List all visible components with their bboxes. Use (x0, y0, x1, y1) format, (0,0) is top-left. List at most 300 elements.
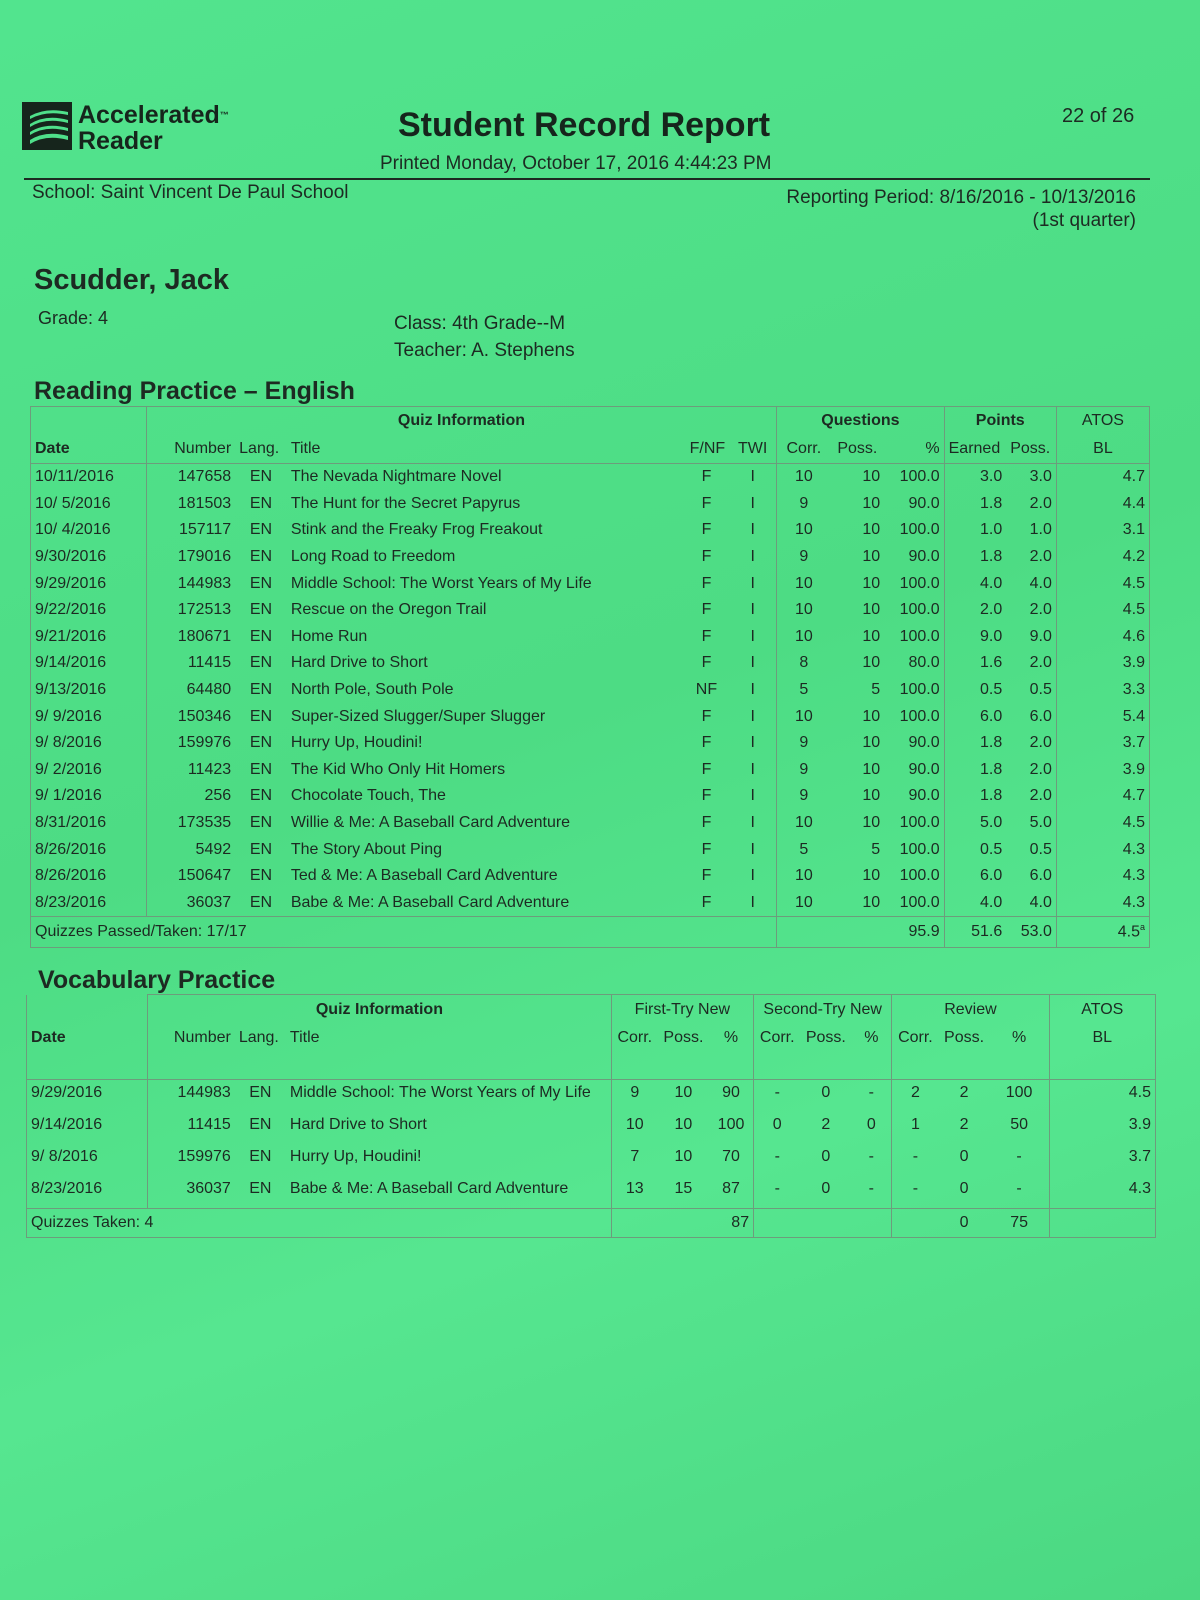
printed-timestamp: Printed Monday, October 17, 2016 4:44:23 PM (380, 153, 772, 174)
reading-cell-fnf: F (701, 654, 712, 672)
reporting-period-quarter: (1st quarter) (1032, 210, 1136, 231)
col-fnf: F/NF (684, 435, 729, 464)
reading-row (31, 650, 1150, 677)
reading-cell-fnf: F (701, 760, 712, 778)
vocab-cell-date: 9/ 8/2016 (31, 1148, 98, 1165)
reading-totals-row (31, 917, 1150, 948)
reading-cell-twi: I (750, 707, 755, 725)
reading-cell-fnf: F (701, 893, 712, 911)
reading-practice-table (30, 406, 1150, 948)
reading-cell-earned: 0.5 (944, 677, 1006, 704)
vocab-cell-first-pct: 100 (717, 1116, 745, 1133)
vocab-cell-first-corr: 13 (611, 1176, 658, 1209)
reading-cell-atos-bl: 4.5 (1056, 570, 1149, 597)
reading-cell-date: 8/31/2016 (35, 814, 107, 832)
reading-cell-points-poss: 9.0 (1029, 627, 1052, 645)
reading-cell-corr: 10 (777, 624, 831, 651)
reading-cell-poss: 10 (862, 760, 881, 778)
reading-row (31, 677, 1150, 704)
reading-cell-number: 180671 (146, 624, 235, 651)
reading-cell-atos-bl: 3.9 (1056, 757, 1149, 784)
vocab-cell-lang: EN (249, 1180, 272, 1197)
reading-cell-title: The Nevada Nightmare Novel (290, 468, 502, 486)
reading-cell-title: Home Run (290, 627, 368, 645)
col-pct: % (884, 435, 944, 464)
vocab-cell-lang: EN (249, 1116, 272, 1133)
reading-cell-lang: EN (249, 893, 273, 911)
vocab-cell-review-poss: 0 (959, 1148, 969, 1165)
reading-cell-corr: 10 (777, 517, 831, 544)
reading-cell-number: 157117 (146, 517, 235, 544)
reading-row (31, 703, 1150, 730)
first-col-pct: % (709, 1025, 754, 1080)
vocab-cell-second-poss: 2 (821, 1116, 831, 1133)
reading-cell-title: Hurry Up, Houdini! (290, 734, 423, 752)
vocab-cell-date: 9/14/2016 (31, 1116, 103, 1133)
reading-row (31, 597, 1150, 624)
reading-cell-pct: 100.0 (899, 681, 940, 699)
reading-cell-poss: 10 (862, 548, 881, 566)
reading-cell-earned: 0.5 (944, 836, 1006, 863)
reading-cell-fnf: F (701, 627, 712, 645)
reading-cell-twi: I (750, 840, 755, 858)
reading-cell-date: 9/ 8/2016 (35, 734, 102, 752)
reading-cell-points-poss: 2.0 (1029, 548, 1052, 566)
reading-cell-date: 8/23/2016 (35, 893, 107, 911)
atos-bl-footnote: a (1139, 922, 1145, 933)
col-poss: Poss. (830, 435, 884, 464)
reading-cell-lang: EN (249, 494, 273, 512)
reading-cell-lang: EN (249, 654, 273, 672)
vocab-cell-first-poss: 15 (674, 1180, 693, 1197)
reading-cell-earned: 1.8 (944, 544, 1006, 571)
reading-cell-poss: 10 (862, 654, 881, 672)
reading-cell-twi: I (750, 681, 755, 699)
reading-cell-pct: 100.0 (899, 601, 940, 619)
reading-cell-fnf: F (701, 494, 712, 512)
reading-cell-corr: 10 (777, 570, 831, 597)
reading-cell-title: Stink and the Freaky Frog Freakout (290, 521, 543, 539)
logo-trademark: ™ (219, 110, 229, 120)
reading-cell-poss: 10 (862, 893, 881, 911)
reading-cell-earned: 1.8 (944, 730, 1006, 757)
reading-cell-corr: 9 (777, 757, 831, 784)
reading-cell-fnf: F (701, 734, 712, 752)
col-corr: Corr. (777, 435, 831, 464)
reading-row (31, 757, 1150, 784)
reading-cell-atos-bl: 3.7 (1056, 730, 1149, 757)
reading-cell-date: 9/21/2016 (35, 627, 107, 645)
reading-row (31, 836, 1150, 863)
reporting-period-dates: Reporting Period: 8/16/2016 - 10/13/2016 (786, 187, 1136, 208)
reading-cell-earned: 6.0 (944, 703, 1006, 730)
col-number: Number (146, 435, 235, 464)
vocab-cell-second-pct: - (868, 1084, 874, 1101)
atos-header: ATOS (1056, 407, 1149, 436)
reading-row (31, 491, 1150, 518)
reading-cell-corr: 10 (777, 890, 831, 917)
reading-cell-pct: 100.0 (899, 814, 940, 832)
questions-header: Questions (777, 407, 944, 436)
student-grade: Grade: 4 (38, 308, 109, 328)
vocab-cell-review-corr: - (892, 1144, 939, 1176)
reading-cell-earned: 1.8 (944, 757, 1006, 784)
reading-cell-date: 10/11/2016 (35, 468, 114, 486)
reading-cell-number: 173535 (146, 810, 235, 837)
reading-cell-number: 5492 (146, 836, 235, 863)
page-number: 22 of 26 (1062, 105, 1135, 127)
vocab-cell-first-corr: 10 (611, 1112, 658, 1144)
reading-cell-lang: EN (249, 840, 273, 858)
reading-cell-points-poss: 3.0 (1029, 468, 1052, 486)
col-lang: Lang. (235, 435, 287, 464)
vocab-cell-review-corr: - (892, 1176, 939, 1209)
reading-cell-atos-bl: 4.5 (1056, 810, 1149, 837)
reading-cell-atos-bl: 4.7 (1056, 464, 1149, 491)
reading-cell-earned: 1.0 (944, 517, 1006, 544)
quiz-information-header: Quiz Information (146, 407, 776, 436)
reading-cell-number: 159976 (146, 730, 235, 757)
reading-cell-earned: 4.0 (944, 890, 1006, 917)
reading-cell-title: Rescue on the Oregon Trail (290, 601, 487, 619)
reading-cell-earned: 5.0 (944, 810, 1006, 837)
reading-cell-poss: 10 (862, 867, 881, 885)
vocab-col-number: Number (148, 1025, 235, 1080)
reading-row (31, 810, 1150, 837)
vocab-totals-row (27, 1209, 1156, 1238)
reading-cell-fnf: F (701, 601, 712, 619)
review-col-pct: % (990, 1025, 1050, 1080)
class-name: Class: 4th Grade--M (394, 313, 566, 334)
reading-cell-twi: I (750, 574, 755, 592)
reading-cell-number: 172513 (146, 597, 235, 624)
vocab-cell-lang: EN (249, 1148, 272, 1165)
reading-cell-fnf: F (701, 840, 712, 858)
total-percent: 95.9 (884, 917, 944, 948)
reading-cell-corr: 5 (777, 836, 831, 863)
vocab-cell-second-pct: 0 (866, 1116, 876, 1133)
reading-cell-number: 11415 (146, 650, 235, 677)
vocab-cell-second-poss: 0 (821, 1180, 831, 1197)
reading-cell-twi: I (750, 760, 755, 778)
vocab-row (27, 1176, 1156, 1209)
vocab-cell-title: Hurry Up, Houdini! (289, 1148, 422, 1165)
reading-row (31, 863, 1150, 890)
reading-cell-date: 9/29/2016 (35, 574, 107, 592)
reading-cell-fnf: F (701, 574, 712, 592)
vocab-cell-first-poss: 10 (674, 1116, 693, 1133)
vocab-cell-review-poss: 2 (959, 1116, 969, 1133)
reporting-period (786, 186, 1136, 232)
reading-cell-points-poss: 5.0 (1029, 814, 1052, 832)
reading-cell-points-poss: 1.0 (1029, 521, 1052, 539)
reading-cell-twi: I (750, 627, 755, 645)
reading-cell-pct: 90.0 (908, 787, 940, 805)
vocab-cell-first-corr: 7 (611, 1144, 658, 1176)
reading-cell-number: 256 (146, 783, 235, 810)
reading-cell-pct: 100.0 (899, 840, 940, 858)
reading-cell-poss: 10 (862, 521, 881, 539)
vocab-row (27, 1112, 1156, 1144)
col-bl: BL (1056, 435, 1149, 464)
reading-cell-earned: 1.8 (944, 491, 1006, 518)
vocab-col-bl: BL (1049, 1025, 1155, 1080)
reading-cell-atos-bl: 5.4 (1056, 703, 1149, 730)
vocab-cell-first-poss: 10 (674, 1148, 693, 1165)
reading-cell-date: 9/ 9/2016 (35, 707, 102, 725)
review-header: Review (892, 995, 1049, 1026)
reading-cell-atos-bl: 4.3 (1056, 890, 1149, 917)
reading-row (31, 570, 1150, 597)
reading-cell-earned: 1.6 (944, 650, 1006, 677)
reading-cell-earned: 3.0 (944, 464, 1006, 491)
reading-cell-points-poss: 4.0 (1029, 574, 1052, 592)
reading-cell-twi: I (750, 734, 755, 752)
reading-cell-corr: 10 (777, 597, 831, 624)
reading-row (31, 544, 1150, 571)
class-info (394, 310, 575, 364)
average-atos-bl: 4.5 (1117, 923, 1140, 941)
reading-cell-points-poss: 6.0 (1029, 867, 1052, 885)
reading-cell-fnf: F (701, 707, 712, 725)
report-title: Student Record Report (398, 106, 771, 144)
reading-cell-pct: 100.0 (899, 867, 940, 885)
reading-cell-corr: 9 (777, 783, 831, 810)
review-total-poss: 0 (939, 1209, 990, 1238)
reading-cell-atos-bl: 4.5 (1056, 597, 1149, 624)
reading-cell-earned: 6.0 (944, 863, 1006, 890)
reading-cell-corr: 10 (777, 863, 831, 890)
vocab-cell-first-poss: 10 (674, 1084, 693, 1101)
reading-cell-title: Chocolate Touch, The (290, 787, 446, 805)
reading-cell-number: 150346 (146, 703, 235, 730)
reading-cell-points-poss: 2.0 (1029, 601, 1052, 619)
reading-cell-earned: 1.8 (944, 783, 1006, 810)
reading-cell-fnf: F (701, 867, 712, 885)
reading-cell-title: Super-Sized Slugger/Super Slugger (290, 707, 546, 725)
reading-cell-date: 10/ 4/2016 (35, 521, 111, 539)
reading-cell-title: Middle School: The Worst Years of My Life (290, 574, 592, 592)
total-points-poss: 53.0 (1006, 917, 1056, 948)
reading-cell-number: 64480 (146, 677, 235, 704)
reading-cell-poss: 10 (862, 627, 881, 645)
vocab-cell-second-pct: - (868, 1148, 874, 1165)
vocab-cell-review-pct: - (1016, 1148, 1022, 1165)
reading-row (31, 517, 1150, 544)
vocab-cell-review-corr: 2 (892, 1080, 939, 1113)
reading-row (31, 783, 1150, 810)
reading-cell-pct: 100.0 (899, 521, 940, 539)
reading-cell-number: 36037 (146, 890, 235, 917)
reading-cell-earned: 9.0 (944, 624, 1006, 651)
reading-cell-lang: EN (249, 707, 273, 725)
col-points-poss: Poss. (1006, 435, 1056, 464)
reading-cell-corr: 9 (777, 730, 831, 757)
reading-cell-number: 147658 (146, 464, 235, 491)
reading-cell-points-poss: 4.0 (1029, 893, 1052, 911)
vocab-row (27, 1080, 1156, 1113)
reading-cell-fnf: F (701, 468, 712, 486)
student-name: Scudder, Jack (34, 264, 230, 296)
total-earned: 51.6 (944, 917, 1006, 948)
reading-cell-lang: EN (249, 814, 273, 832)
logo-line2: Reader (78, 127, 163, 155)
reading-cell-poss: 10 (862, 574, 881, 592)
col-title: Title (287, 435, 684, 464)
first-try-total-percent: 87 (709, 1209, 754, 1238)
vocab-cell-number: 144983 (148, 1080, 235, 1113)
reading-cell-title: Ted & Me: A Baseball Card Adventure (290, 867, 558, 885)
reading-cell-points-poss: 2.0 (1029, 654, 1052, 672)
reading-cell-points-poss: 2.0 (1029, 734, 1052, 752)
vocab-cell-second-corr: - (754, 1144, 801, 1176)
col-twi: TWI (729, 435, 777, 464)
second-col-pct: % (851, 1025, 891, 1080)
review-col-corr: Corr. (892, 1025, 939, 1080)
vocab-cell-atos-bl: 4.5 (1049, 1080, 1155, 1113)
logo-line1: Accelerated (78, 101, 220, 129)
vocab-atos-header: ATOS (1049, 995, 1155, 1026)
reading-cell-poss: 5 (871, 681, 881, 699)
reading-cell-lang: EN (249, 734, 273, 752)
reading-cell-corr: 5 (777, 677, 831, 704)
vocab-cell-date: 8/23/2016 (31, 1180, 103, 1197)
first-try-new-header: First-Try New (611, 995, 753, 1026)
reading-cell-lang: EN (249, 681, 273, 699)
vocab-cell-second-corr: - (754, 1176, 801, 1209)
col-earned: Earned (944, 435, 1006, 464)
reading-cell-pct: 100.0 (899, 627, 940, 645)
vocab-cell-first-pct: 70 (722, 1148, 740, 1165)
vocab-cell-number: 159976 (148, 1144, 235, 1176)
reading-cell-poss: 10 (862, 814, 881, 832)
reading-cell-lang: EN (249, 601, 273, 619)
reading-cell-twi: I (750, 867, 755, 885)
vocab-cell-first-pct: 90 (722, 1084, 740, 1101)
reading-cell-number: 181503 (146, 491, 235, 518)
book-logo-icon (22, 102, 72, 150)
reading-cell-date: 8/26/2016 (35, 867, 107, 885)
vocab-cell-date: 9/29/2016 (31, 1084, 103, 1101)
reading-cell-title: Babe & Me: A Baseball Card Adventure (290, 893, 570, 911)
reading-cell-title: The Hunt for the Secret Papyrus (290, 494, 521, 512)
reading-cell-pct: 90.0 (908, 494, 940, 512)
reading-cell-atos-bl: 3.1 (1056, 517, 1149, 544)
reading-cell-number: 11423 (146, 757, 235, 784)
reading-cell-corr: 10 (777, 703, 831, 730)
reading-cell-points-poss: 2.0 (1029, 494, 1052, 512)
reading-cell-points-poss: 0.5 (1029, 840, 1052, 858)
reading-cell-atos-bl: 3.9 (1056, 650, 1149, 677)
vocab-cell-second-corr: - (754, 1080, 801, 1113)
reading-cell-corr: 9 (777, 544, 831, 571)
reading-cell-atos-bl: 4.2 (1056, 544, 1149, 571)
reading-cell-title: The Story About Ping (290, 840, 443, 858)
vocab-cell-atos-bl: 3.7 (1049, 1144, 1155, 1176)
vocab-cell-review-corr: 1 (892, 1112, 939, 1144)
reading-cell-pct: 100.0 (899, 893, 940, 911)
reading-cell-twi: I (750, 468, 755, 486)
vocab-cell-second-corr: 0 (754, 1112, 801, 1144)
reading-cell-points-poss: 0.5 (1029, 681, 1052, 699)
reading-cell-poss: 10 (862, 494, 881, 512)
vocab-cell-second-poss: 0 (821, 1084, 831, 1101)
reading-cell-points-poss: 6.0 (1029, 707, 1052, 725)
reading-cell-lang: EN (249, 787, 273, 805)
points-header: Points (944, 407, 1056, 436)
reading-cell-corr: 9 (777, 491, 831, 518)
reading-cell-atos-bl: 4.7 (1056, 783, 1149, 810)
reading-cell-pct: 90.0 (908, 760, 940, 778)
vocab-cell-review-pct: 50 (1010, 1116, 1028, 1133)
reading-cell-lang: EN (249, 574, 273, 592)
reading-cell-pct: 80.0 (908, 654, 940, 672)
review-total-percent: 75 (990, 1209, 1050, 1238)
reading-cell-fnf: F (701, 548, 712, 566)
review-col-poss: Poss. (939, 1025, 990, 1080)
reading-cell-lang: EN (249, 521, 273, 539)
vocab-cell-number: 11415 (148, 1112, 235, 1144)
reading-cell-date: 10/ 5/2016 (35, 494, 111, 512)
reading-cell-poss: 10 (862, 787, 881, 805)
reading-cell-corr: 10 (777, 810, 831, 837)
vocab-cell-first-corr: 9 (611, 1080, 658, 1113)
vocab-cell-second-pct: - (868, 1180, 874, 1197)
reading-cell-title: Willie & Me: A Baseball Card Adventure (290, 814, 571, 832)
reading-cell-date: 9/ 1/2016 (35, 787, 102, 805)
reading-cell-lang: EN (249, 548, 273, 566)
col-date: Date (31, 435, 147, 464)
vocab-cell-atos-bl: 3.9 (1049, 1112, 1155, 1144)
reading-cell-poss: 10 (862, 601, 881, 619)
vocab-cell-review-poss: 0 (959, 1180, 969, 1197)
reading-cell-pct: 90.0 (908, 734, 940, 752)
reading-cell-atos-bl: 4.3 (1056, 863, 1149, 890)
reading-cell-lang: EN (249, 760, 273, 778)
vocab-cell-title: Babe & Me: A Baseball Card Adventure (289, 1180, 569, 1197)
reading-cell-title: Hard Drive to Short (290, 654, 428, 672)
vocab-cell-review-pct: - (1016, 1180, 1022, 1197)
reading-cell-fnf: F (701, 787, 712, 805)
reading-cell-lang: EN (249, 867, 273, 885)
reading-cell-date: 9/14/2016 (35, 654, 107, 672)
reading-cell-twi: I (750, 601, 755, 619)
reading-cell-date: 9/ 2/2016 (35, 760, 102, 778)
vocabulary-practice-title: Vocabulary Practice (38, 966, 276, 994)
first-col-corr: Corr. (611, 1025, 658, 1080)
reading-cell-twi: I (750, 814, 755, 832)
reading-cell-twi: I (750, 893, 755, 911)
second-col-poss: Poss. (800, 1025, 851, 1080)
reading-cell-points-poss: 2.0 (1029, 787, 1052, 805)
reading-cell-atos-bl: 4.3 (1056, 836, 1149, 863)
reading-cell-twi: I (750, 654, 755, 672)
reading-cell-pct: 100.0 (899, 574, 940, 592)
teacher-name: Teacher: A. Stephens (394, 340, 575, 361)
vocab-cell-number: 36037 (148, 1176, 235, 1209)
total-atos-bl (1056, 917, 1149, 948)
reading-cell-poss: 5 (871, 840, 881, 858)
header-divider (24, 178, 1150, 180)
reading-cell-date: 9/30/2016 (35, 548, 107, 566)
vocab-cell-title: Hard Drive to Short (289, 1116, 427, 1133)
reading-cell-poss: 10 (862, 707, 881, 725)
reading-cell-pct: 90.0 (908, 548, 940, 566)
accelerated-reader-logo (22, 102, 229, 154)
reading-cell-poss: 10 (862, 468, 881, 486)
reading-cell-title: North Pole, South Pole (290, 681, 454, 699)
reading-row (31, 464, 1150, 491)
